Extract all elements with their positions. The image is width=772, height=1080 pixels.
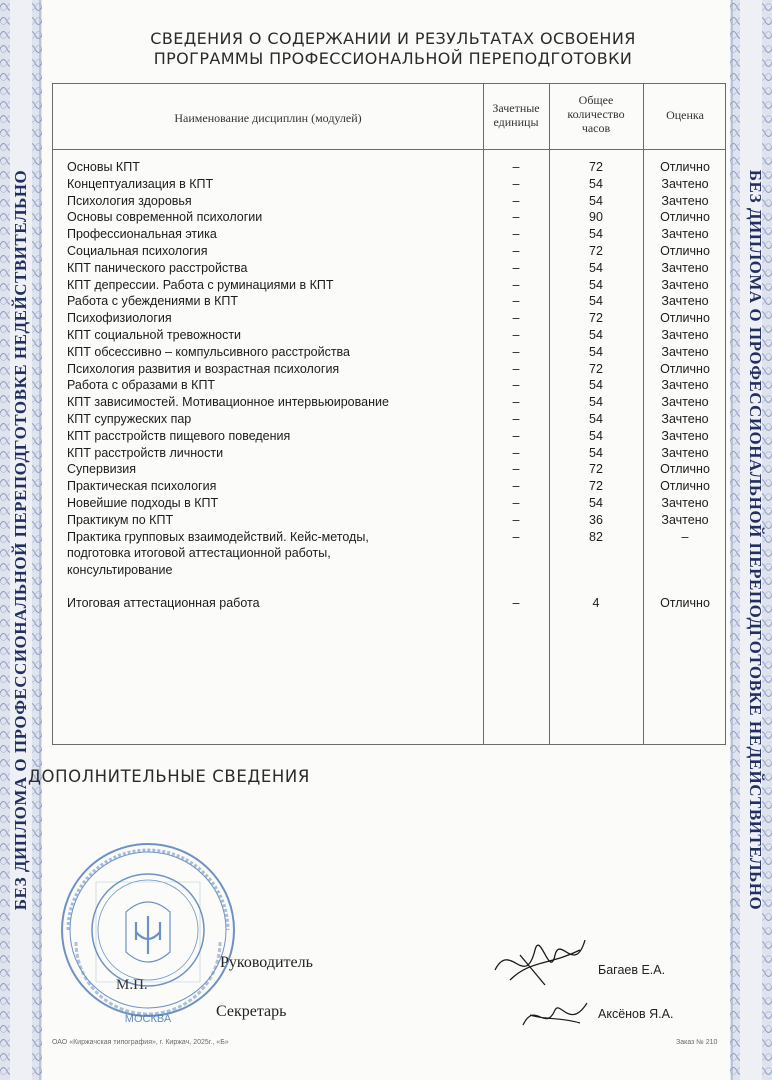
- credit-units: –: [512, 243, 520, 258]
- grade: Зачтено: [661, 495, 709, 510]
- total-hours: 72: [589, 243, 603, 258]
- total-hours: 72: [589, 160, 603, 174]
- credit-units: –: [512, 210, 520, 225]
- grade: Зачтено: [661, 327, 709, 342]
- page-title-line-2: ПРОГРАММЫ ПРОФЕССИОНАЛЬНОЙ ПЕРЕПОДГОТОВКИ: [153, 49, 633, 68]
- discipline-name: Новейшие подходы в КПТ: [67, 495, 219, 510]
- grade: Отлично: [660, 210, 710, 225]
- discipline-name: КПТ зависимостей. Мотивационное интервьюирование: [67, 395, 389, 410]
- table-row: [53, 260, 727, 277]
- grade: Зачтено: [661, 445, 709, 460]
- grade: Зачтено: [661, 395, 709, 410]
- secretary-signature: [520, 995, 590, 1035]
- discipline-name: КПТ супружеских пар: [67, 411, 192, 426]
- credit-units: –: [512, 411, 520, 426]
- header-credit-units: Зачетные единицы: [492, 101, 540, 129]
- discipline-name: Итоговая аттестационная работа: [67, 596, 260, 611]
- head-signature: [490, 920, 590, 995]
- printer-imprint: ОАО «Киржачская типография», г. Киржач, 2025г., «Б»: [52, 1039, 229, 1046]
- discipline-name: КПТ социальной тревожности: [67, 327, 242, 342]
- total-hours: 54: [589, 428, 603, 443]
- discipline-name: Психология развития и возрастная психология: [67, 361, 340, 376]
- table-row: [53, 394, 727, 411]
- grade: Зачтено: [661, 193, 709, 208]
- credit-units: –: [512, 479, 520, 494]
- discipline-name: КПТ депрессии. Работа с руминациями в КПТ: [67, 277, 334, 292]
- left-border-caption: БЕЗ ДИПЛОМА О ПРОФЕССИОНАЛЬНОЙ ПЕРЕПОДГОТОВКЕ НЕДЕЙСТВИТЕЛЬНО: [11, 169, 30, 911]
- head-name: Багаев Е.А.: [598, 963, 666, 977]
- total-hours: 54: [589, 260, 603, 275]
- table-row: [53, 176, 727, 193]
- credit-units: –: [512, 294, 520, 309]
- credit-units: –: [512, 193, 520, 208]
- credit-units: –: [512, 512, 520, 527]
- stamp-place-label: М.П.: [116, 977, 148, 993]
- discipline-name: КПТ расстройств пищевого поведения: [67, 428, 291, 443]
- credit-units: –: [512, 227, 520, 242]
- table-row: [53, 226, 727, 243]
- discipline-name: Профессиональная этика: [67, 227, 217, 242]
- order-number: Заказ № 210: [676, 1039, 718, 1046]
- credit-units: –: [512, 395, 520, 410]
- discipline-name: Супервизия: [67, 462, 137, 477]
- total-hours: 54: [589, 327, 603, 342]
- header-discipline-name: Наименование дисциплин (модулей): [174, 111, 362, 125]
- credit-units: –: [512, 277, 520, 292]
- secretary-role-label: Секретарь: [216, 1003, 287, 1020]
- table-row: [53, 445, 727, 462]
- table-row: [53, 310, 727, 327]
- grade: Зачтено: [661, 378, 709, 393]
- grade: Зачтено: [661, 512, 709, 527]
- table-row: [53, 595, 727, 612]
- discipline-name: Основы современной психологии: [67, 210, 263, 225]
- grade: Зачтено: [661, 260, 709, 275]
- table-row: [53, 495, 727, 512]
- credit-units: –: [512, 311, 520, 326]
- discipline-name: Практическая психология: [67, 479, 217, 494]
- table-row: [53, 411, 727, 428]
- discipline-name: Социальная психология: [67, 243, 208, 258]
- table-row: [53, 277, 727, 294]
- table-row: [53, 512, 727, 529]
- head-role-label: Руководитель: [220, 954, 313, 971]
- total-hours: 54: [589, 277, 603, 292]
- discipline-name: Работа с убеждениями в КПТ: [67, 294, 238, 309]
- total-hours: 90: [589, 210, 603, 225]
- table-row: [53, 478, 727, 495]
- table-row: [53, 344, 727, 361]
- total-hours: 54: [589, 378, 603, 393]
- page-title-line-1: СВЕДЕНИЯ О СОДЕРЖАНИИ И РЕЗУЛЬТАТАХ ОСВОЕНИЯ: [150, 29, 636, 48]
- right-border-caption: БЕЗ ДИПЛОМА О ПРОФЕССИОНАЛЬНОЙ ПЕРЕПОДГОТОВКЕ НЕДЕЙСТВИТЕЛЬНО: [746, 169, 765, 911]
- total-hours: 72: [589, 361, 603, 376]
- additional-info-title: ДОПОЛНИТЕЛЬНЫЕ СВЕДЕНИЯ: [28, 767, 310, 786]
- credit-units: –: [512, 462, 520, 477]
- grade: Зачтено: [661, 277, 709, 292]
- credit-units: –: [512, 428, 520, 443]
- grade: Отлично: [660, 479, 710, 494]
- discipline-name: Работа с образами в КПТ: [67, 378, 216, 393]
- total-hours: 54: [589, 411, 603, 426]
- total-hours: 82: [589, 529, 603, 544]
- total-hours: 54: [589, 344, 603, 359]
- total-hours: 54: [589, 176, 603, 191]
- total-hours: 4: [592, 596, 600, 611]
- grade: –: [681, 529, 689, 544]
- grade: Отлично: [660, 462, 710, 477]
- total-hours: 54: [589, 395, 603, 410]
- table-row: [53, 209, 727, 226]
- table-row: [53, 377, 727, 394]
- total-hours: 72: [589, 462, 603, 477]
- table-row: [53, 327, 727, 344]
- header-divider: [53, 149, 725, 150]
- table-row: [53, 461, 727, 478]
- seal-city-text: МОСКВА: [124, 1013, 172, 1025]
- grade: Зачтено: [661, 227, 709, 242]
- table-row: [53, 159, 727, 176]
- credit-units: –: [512, 378, 520, 393]
- grade: Зачтено: [661, 344, 709, 359]
- discipline-name: Психофизиология: [67, 311, 172, 326]
- discipline-name: Практикум по КПТ: [67, 512, 174, 527]
- secretary-name: Аксёнов Я.А.: [598, 1007, 674, 1021]
- header-total-hours: Общее количество часов: [567, 93, 625, 135]
- credit-units: –: [512, 344, 520, 359]
- grade: Отлично: [660, 596, 710, 611]
- discipline-name: Основы КПТ: [67, 160, 140, 174]
- grade: Отлично: [660, 311, 710, 326]
- table-body: [53, 159, 727, 612]
- credit-units: –: [512, 176, 520, 191]
- table-row: [53, 293, 727, 310]
- total-hours: 54: [589, 227, 603, 242]
- credit-units: –: [512, 260, 520, 275]
- discipline-name: Практика групповых взаимодействий. Кейс-методы, подготовка итоговой аттестационной работы, консультирование: [67, 529, 369, 578]
- table-row: [53, 243, 727, 260]
- grade: Отлично: [660, 361, 710, 376]
- total-hours: 54: [589, 495, 603, 510]
- table-row: [53, 193, 727, 210]
- total-hours: 36: [589, 512, 603, 527]
- total-hours: 72: [589, 311, 603, 326]
- credit-units: –: [512, 596, 520, 611]
- table-row: [53, 361, 727, 378]
- table-row: [53, 529, 727, 580]
- credit-units: –: [512, 327, 520, 342]
- grade: Отлично: [660, 160, 710, 174]
- grade: Зачтено: [661, 176, 709, 191]
- credit-units: –: [512, 361, 520, 376]
- discipline-name: КПТ панического расстройства: [67, 260, 248, 275]
- table-row: [53, 428, 727, 445]
- discipline-name: КПТ расстройств личности: [67, 445, 224, 460]
- header-grade: Оценка: [666, 108, 704, 122]
- discipline-name: КПТ обсессивно – компульсивного расстройства: [67, 344, 351, 359]
- total-hours: 54: [589, 193, 603, 208]
- credit-units: –: [512, 495, 520, 510]
- discipline-name: Концептуализация в КПТ: [67, 176, 214, 191]
- grade: Зачтено: [661, 411, 709, 426]
- credit-units: –: [512, 529, 520, 544]
- grade: Отлично: [660, 243, 710, 258]
- total-hours: 54: [589, 445, 603, 460]
- grade: Зачтено: [661, 428, 709, 443]
- credit-units: –: [512, 445, 520, 460]
- credit-units: –: [512, 160, 520, 174]
- grade: Зачтено: [661, 294, 709, 309]
- discipline-name: Психология здоровья: [67, 193, 192, 208]
- disciplines-table: [52, 83, 726, 745]
- total-hours: 72: [589, 479, 603, 494]
- total-hours: 54: [589, 294, 603, 309]
